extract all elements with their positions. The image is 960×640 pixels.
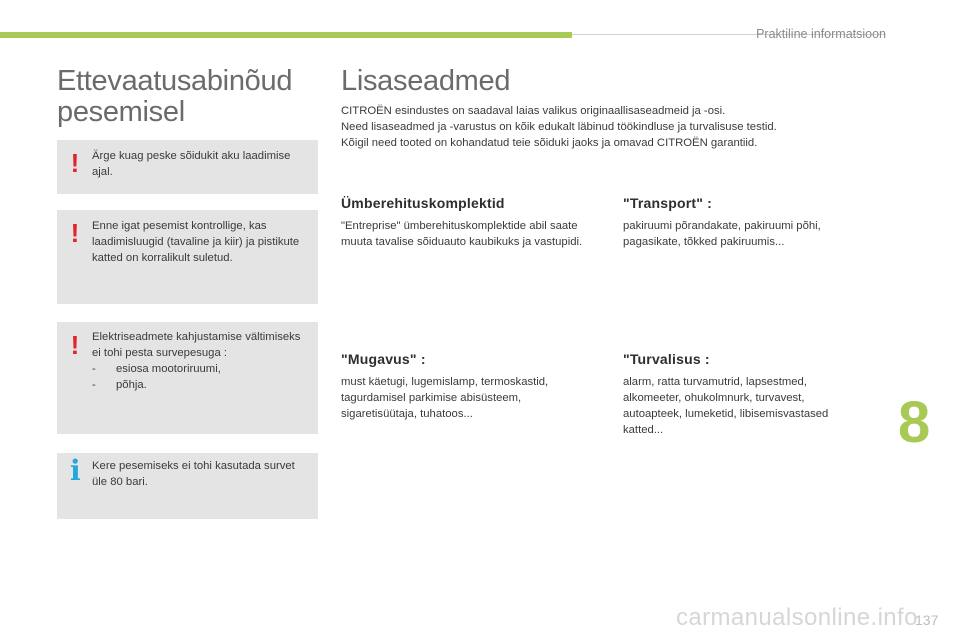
note-text <box>92 329 310 393</box>
warning-note-charging <box>57 140 318 194</box>
left-title-line1: Ettevaatusabinõud <box>57 65 293 97</box>
watermark: carmanualsonline.info <box>676 604 918 631</box>
intro-line: Kõigil need tooted on kohandatud teie sõiduki jaoks ja omavad CITROËN garantiid. <box>341 137 758 149</box>
warning-icon: ! <box>70 330 80 360</box>
intro-line: CITROËN esindustes on saadaval laias valikus originaallisaseadmeid ja -osi. <box>341 105 726 117</box>
section-title-conversion-kits: Ümberehituskomplektid <box>341 195 505 211</box>
section-text-conversion-kits: "Entreprise" ümberehituskomplektide abil saate muuta tavalise sõiduauto kaubikuks ja vastupidi. <box>341 220 583 248</box>
section-text-safety: alarm, ratta turvamutrid, lapsestmed, alkomeeter, ohukolmnurk, turvavest, autoapteek, lumeketid, libisemisvastased katted... <box>623 376 829 436</box>
left-title-line2: pesemisel <box>57 96 185 128</box>
warning-icon: ! <box>70 148 80 178</box>
section-title-comfort: "Mugavus" : <box>341 351 426 367</box>
right-title: Lisaseadmed <box>341 65 511 97</box>
warning-note-pressure-wash <box>57 322 318 434</box>
left-title <box>57 66 292 128</box>
header-accent-bar <box>0 32 572 38</box>
note-list <box>92 361 310 393</box>
intro-line: Need lisaseadmed ja -varustus on kõik edukalt läbinud töökindluse ja turvalisuse testid. <box>341 121 777 133</box>
section-text-transport: pakiruumi põrandakate, pakiruumi põhi, pagasikate, tõkked pakiruumis... <box>623 220 821 248</box>
note-text: Ärge kuag peske sõidukit aku laadimise ajal. <box>92 150 291 178</box>
section-text-comfort: must käetugi, lugemislamp, termoskastid, tagurdamisel parkimise abisüsteem, sigaretisüütaja, tuhatoos... <box>341 376 549 420</box>
page-number: 137 <box>915 612 939 628</box>
list-item: - põhja. <box>92 377 310 393</box>
section-title-transport: "Transport" : <box>623 195 712 211</box>
note-text: Kere pesemiseks ei tohi kasutada survet üle 80 bari. <box>92 460 295 488</box>
section-title-safety: "Turvalisus : <box>623 351 710 367</box>
intro-text <box>341 103 861 151</box>
warning-note-flaps <box>57 210 318 304</box>
section-label: Praktiline informatsioon <box>756 27 886 41</box>
warning-icon: ! <box>70 218 80 248</box>
note-text: Enne igat pesemist kontrollige, kas laadimisluugid (tavaline ja kiir) ja pistikute katted on korralikult suletud. <box>92 220 300 264</box>
list-item: - esiosa mootoriruumi, <box>92 361 310 377</box>
note-text-intro: Elektriseadmete kahjustamise vältimiseks ei tohi pesta survepesuga : <box>92 331 301 359</box>
chapter-number: 8 <box>898 390 931 455</box>
info-icon: i <box>70 454 81 487</box>
info-note-pressure <box>57 453 318 519</box>
